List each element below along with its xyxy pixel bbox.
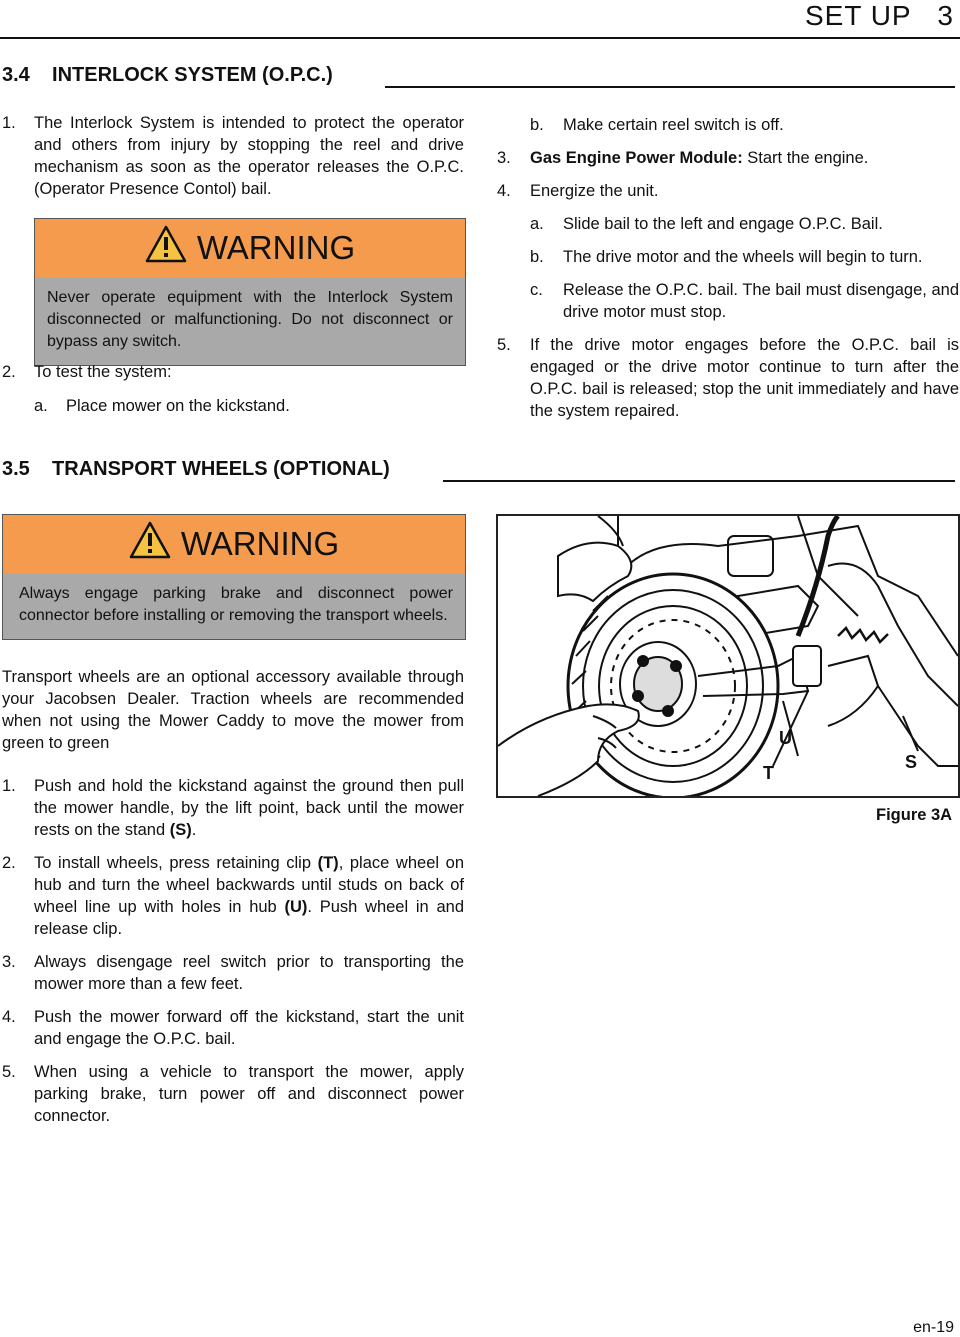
gas-engine-instruction: Start the engine.: [742, 149, 869, 167]
list-letter: b.: [530, 248, 544, 266]
warning-title: WARNING: [196, 229, 356, 266]
energize-text: Energize the unit.: [530, 182, 659, 200]
page-number: en-19: [913, 1319, 954, 1336]
interlock-intro-text: The Interlock System is intended to protect the operator and others from injury by stopping the reel and drive mechanism as soon as the operator releases the O.P.C. (Operator Presence Contol) bail.: [34, 114, 464, 198]
release-bail-text: Release the O.P.C. bail. The bail must disengage, and drive motor must stop.: [563, 281, 959, 321]
warning-text: Always engage parking brake and disconnect power connector before installing or removing the transport wheels.: [3, 573, 465, 639]
callout-t-label: T: [763, 763, 774, 783]
kickstand-step-body: Push and hold the kickstand against the ground then pull the mower handle, by the lift point, back until the mower rests on the stand: [34, 777, 464, 839]
install-wheels-body-c: . Push wheel in and release clip.: [34, 898, 464, 938]
header-rule: [0, 37, 960, 39]
warning-triangle-icon: [145, 225, 187, 271]
reel-switch-transport-text: Always disengage reel switch prior to transporting the mower more than a few feet.: [34, 953, 464, 993]
list-letter: a.: [34, 397, 48, 415]
list-number: 3.: [497, 149, 511, 167]
callout-t: (T): [317, 854, 339, 872]
list-number: 5.: [2, 1063, 16, 1081]
wheel-installation-drawing: [498, 516, 958, 796]
test-system-text: To test the system:: [34, 363, 172, 381]
list-number: 4.: [2, 1008, 16, 1026]
callout-s: (S): [169, 821, 192, 839]
drive-motor-text: The drive motor and the wheels will begin to turn.: [563, 248, 923, 266]
section-3-5-title: 3.5 TRANSPORT WHEELS (OPTIONAL): [2, 458, 390, 480]
warning-header: [35, 219, 465, 277]
figure-3a-illustration: [496, 514, 960, 798]
callout-u-label: U: [779, 728, 792, 748]
warning-title: WARNING: [180, 525, 340, 562]
list-number: 5.: [497, 336, 511, 354]
warning-header: [3, 515, 465, 573]
warning-triangle-icon: [129, 521, 171, 567]
interlock-warning-box: [34, 218, 466, 366]
section-3-5-rule: [443, 480, 955, 482]
drive-motor-fault-text: If the drive motor engages before the O.P.C. bail is engaged or the drive motor continue to turn after the O.P.C. bail is released; stop the unit immediately and have the system repaired.: [530, 336, 959, 420]
reel-switch-text: Make certain reel switch is off.: [563, 116, 784, 134]
push-mower-text: Push the mower forward off the kickstand, start the unit and engage the O.P.C. bail.: [34, 1008, 464, 1048]
list-number: 1.: [2, 114, 16, 132]
transport-warning-box: [2, 514, 466, 640]
install-wheels-body-b: , place wheel on hub and turn the wheel backwards until studs on back of wheel line up with holes in hub: [34, 854, 465, 916]
list-letter: c.: [530, 281, 543, 299]
list-number: 1.: [2, 777, 16, 795]
vehicle-transport-text: When using a vehicle to transport the mower, apply parking brake, turn power off and disconnect power connector.: [34, 1063, 464, 1125]
gas-engine-text: [530, 147, 868, 169]
slide-bail-text: Slide bail to the left and engage O.P.C. Bail.: [563, 215, 883, 233]
list-number: 4.: [497, 182, 511, 200]
transport-intro-text: Transport wheels are an optional accessory available through your Jacobsen Dealer. Traction wheels are recommended when not using the Mower Caddy to move the mower from green to green: [2, 668, 464, 752]
list-letter: a.: [530, 215, 544, 233]
figure-caption: Figure 3A: [876, 806, 953, 824]
page-header-title: SET UP 3: [804, 0, 954, 31]
section-3-4-rule: [385, 86, 955, 88]
section-3-4-title: 3.4 INTERLOCK SYSTEM (O.P.C.): [2, 64, 333, 86]
list-letter: b.: [530, 116, 544, 134]
callout-s-label: S: [905, 752, 918, 772]
list-number: 2.: [2, 854, 16, 872]
warning-text: Never operate equipment with the Interlock System disconnected or malfunctioning. Do not disconnect or bypass any switch.: [35, 277, 465, 365]
list-number: 2.: [2, 363, 16, 381]
gas-engine-label: Gas Engine Power Module:: [530, 149, 743, 167]
callout-u: (U): [284, 898, 308, 916]
list-number: 3.: [2, 953, 16, 971]
kickstand-step-text: [34, 775, 464, 841]
install-wheels-body-a: To install wheels, press retaining clip: [34, 854, 318, 872]
install-wheels-text: [34, 852, 464, 940]
period: .: [191, 821, 197, 839]
kickstand-text: Place mower on the kickstand.: [66, 397, 290, 415]
